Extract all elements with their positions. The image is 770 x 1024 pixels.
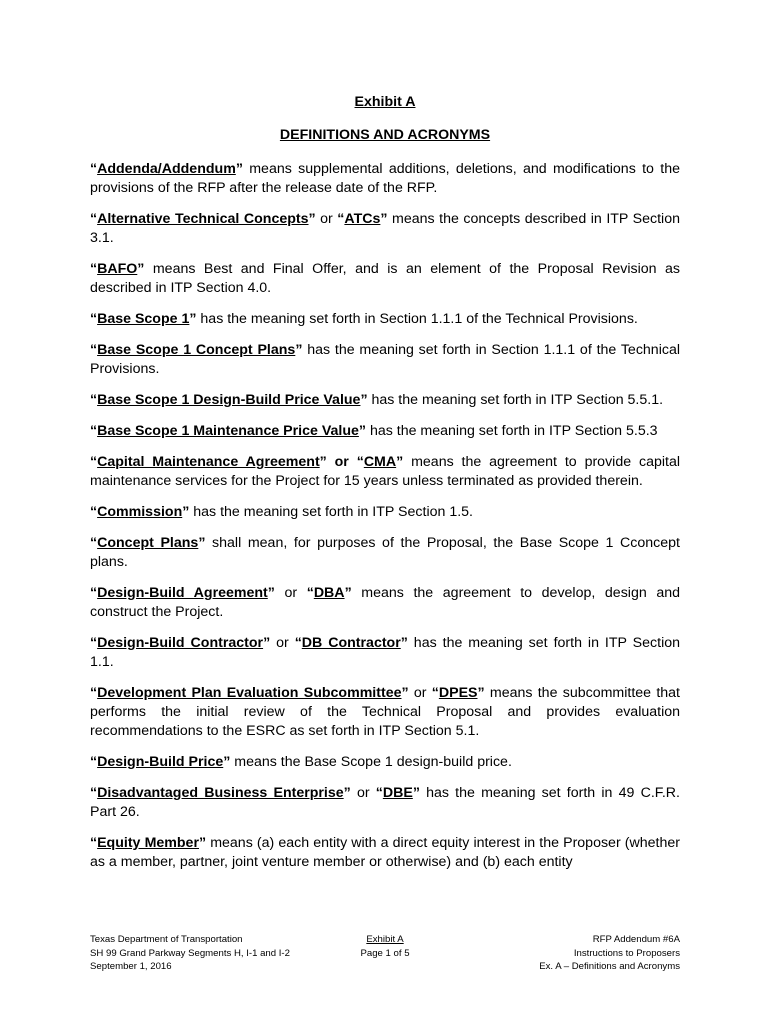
footer-agency: Texas Department of Transportation: [90, 934, 243, 945]
definition-term: Addenda/Addendum: [97, 161, 236, 177]
definition-text: means the Base Scope 1 design-build price.: [230, 754, 512, 770]
definition-term: Base Scope 1: [97, 311, 190, 327]
definition-term: Base Scope 1 Concept Plans: [97, 342, 296, 358]
definition-entry: “Commission” has the meaning set forth in ITP Section 1.5.: [90, 504, 473, 520]
definition-entry: “Disadvantaged Business Enterprise” or “DBE” has the meaning set forth in 49 C.F.R. Part 26.: [90, 785, 680, 820]
footer-project: SH 99 Grand Parkway Segments H, I-1 and I-2: [90, 947, 290, 959]
footer-exhibit: Exhibit A: [366, 934, 404, 945]
definition-term: Design-Build Agreement: [97, 585, 268, 601]
definition-entry: “Design-Build Agreement” or “DBA” means the agreement to develop, design and construct the Project.: [90, 585, 681, 620]
definition-term: Development Plan Evaluation Subcommittee: [97, 685, 402, 701]
page-footer: [90, 933, 680, 975]
definition-acronym: ATCs: [344, 211, 381, 227]
definition-term: Equity Member: [97, 835, 199, 851]
definition-entry: “BAFO” means Best and Final Offer, and is an element of the Proposal Revision as described in ITP Section 4.0.: [90, 261, 680, 296]
definition-entry: “Base Scope 1” has the meaning set forth in Section 1.1.1 of the Technical Provisions.: [90, 311, 638, 327]
definition-text: has the meaning set forth in Section 1.1.1 of the Technical Provisions.: [90, 342, 680, 377]
footer-left: [90, 933, 290, 974]
definition-entry: “Addenda/Addendum” means supplemental additions, deletions, and modifications to the provisions of the RFP after the release date of the RFP.: [90, 161, 680, 196]
definition-acronym: DPES: [438, 685, 478, 701]
definition-term: Design-Build Price: [97, 754, 224, 770]
footer-page-number: Page 1 of 5: [360, 947, 410, 959]
definition-entry: “Alternative Technical Concepts” or “ATCs” means the concepts described in ITP Section 3.1.: [90, 211, 680, 246]
definition-entry: “Base Scope 1 Maintenance Price Value” has the meaning set forth in ITP Section 5.5.3: [90, 423, 658, 439]
definition-term: Commission: [97, 504, 183, 520]
definition-text: means the subcommittee that performs the initial review of the Technical Proposal and provides evaluation recommendations to the ESRC as set forth in ITP Section 5.1.: [90, 685, 680, 739]
definition-entry: “Equity Member” means (a) each entity with a direct equity interest in the Proposer (whether as a member, partner, joint venture member or otherwise) and (b) each entity: [90, 835, 680, 870]
definition-acronym: CMA: [363, 454, 397, 470]
footer-right: [539, 933, 680, 974]
section-title: DEFINITIONS AND ACRONYMS: [279, 127, 491, 143]
definition-entry: “Design-Build Contractor” or “DB Contractor” has the meaning set forth in ITP Section 1.1.: [90, 635, 681, 670]
definition-entry: “Capital Maintenance Agreement” or “CMA” means the agreement to provide capital maintenance services for the Project for 15 years unless terminated as provided therein.: [90, 454, 680, 489]
footer-addendum: RFP Addendum #6A: [592, 934, 680, 945]
definition-entry: “Base Scope 1 Design-Build Price Value” has the meaning set forth in ITP Section 5.5.1.: [90, 392, 664, 408]
definition-term: Alternative Technical Concepts: [97, 211, 309, 227]
definition-term: Capital Maintenance Agreement: [97, 454, 320, 470]
term-separator: or: [315, 211, 338, 227]
term-separator: or: [326, 454, 357, 470]
definition-entry: “Development Plan Evaluation Subcommittee” or “DPES” means the subcommittee that performs the initial review of the Technical Proposal and provides evaluation recommendations to the ESRC as set forth in ITP Section 5.1.: [90, 685, 680, 739]
definition-term: Base Scope 1 Maintenance Price Value: [97, 423, 359, 439]
definition-text: has the meaning set forth in ITP Section 5.5.1.: [367, 392, 664, 408]
definition-text: means the concepts described in ITP Section 3.1.: [90, 211, 680, 246]
term-separator: or: [270, 635, 295, 651]
definition-acronym: DB Contractor: [301, 635, 401, 651]
footer-center: [320, 933, 450, 960]
definition-term: Design-Build Contractor: [97, 635, 264, 651]
term-separator: or: [350, 785, 376, 801]
term-separator: or: [274, 585, 307, 601]
definition-text: has the meaning set forth in ITP Section 1.1.: [90, 635, 681, 670]
definition-text: means the agreement to develop, design and construct the Project.: [90, 585, 681, 620]
definition-term: BAFO: [97, 261, 138, 277]
definition-entry: “Concept Plans” shall mean, for purposes of the Proposal, the Base Scope 1 Cconcept plans.: [90, 535, 680, 570]
definition-acronym: DBE: [382, 785, 413, 801]
definition-text: means supplemental additions, deletions, and modifications to the provisions of the RFP after the release date of the RFP.: [90, 161, 680, 196]
definition-term: Base Scope 1 Design-Build Price Value: [97, 392, 361, 408]
definition-text: shall mean, for purposes of the Proposal, the Base Scope 1 Cconcept plans.: [90, 535, 680, 570]
definition-text: has the meaning set forth in Section 1.1.1 of the Technical Provisions.: [196, 311, 638, 327]
definition-text: means Best and Final Offer, and is an element of the Proposal Revision as described in ITP Section 4.0.: [90, 261, 680, 296]
definitions-list: [90, 160, 680, 884]
definition-acronym: DBA: [313, 585, 345, 601]
definition-entry: “Base Scope 1 Concept Plans” has the meaning set forth in Section 1.1.1 of the Technical Provisions.: [90, 342, 680, 377]
definition-text: has the meaning set forth in ITP Section 5.5.3: [366, 423, 658, 439]
footer-section: Ex. A – Definitions and Acronyms: [539, 961, 680, 972]
definition-term: Disadvantaged Business Enterprise: [97, 785, 344, 801]
definition-term: Concept Plans: [97, 535, 199, 551]
exhibit-title: Exhibit A: [354, 94, 416, 110]
definition-text: means the agreement to provide capital maintenance services for the Project for 15 years unless terminated as provided therein.: [90, 454, 680, 489]
footer-date: September 1, 2016: [90, 961, 172, 972]
term-separator: or: [408, 685, 432, 701]
definition-text: has the meaning set forth in ITP Section 1.5.: [189, 504, 473, 520]
definition-entry: “Design-Build Price” means the Base Scope 1 design-build price.: [90, 754, 512, 770]
definition-text: has the meaning set forth in 49 C.F.R. Part 26.: [90, 785, 680, 820]
footer-document: Instructions to Proposers: [573, 947, 680, 959]
definition-text: means (a) each entity with a direct equity interest in the Proposer (whether as a member, partner, joint venture member or otherwise) and (b) each entity: [90, 835, 680, 870]
